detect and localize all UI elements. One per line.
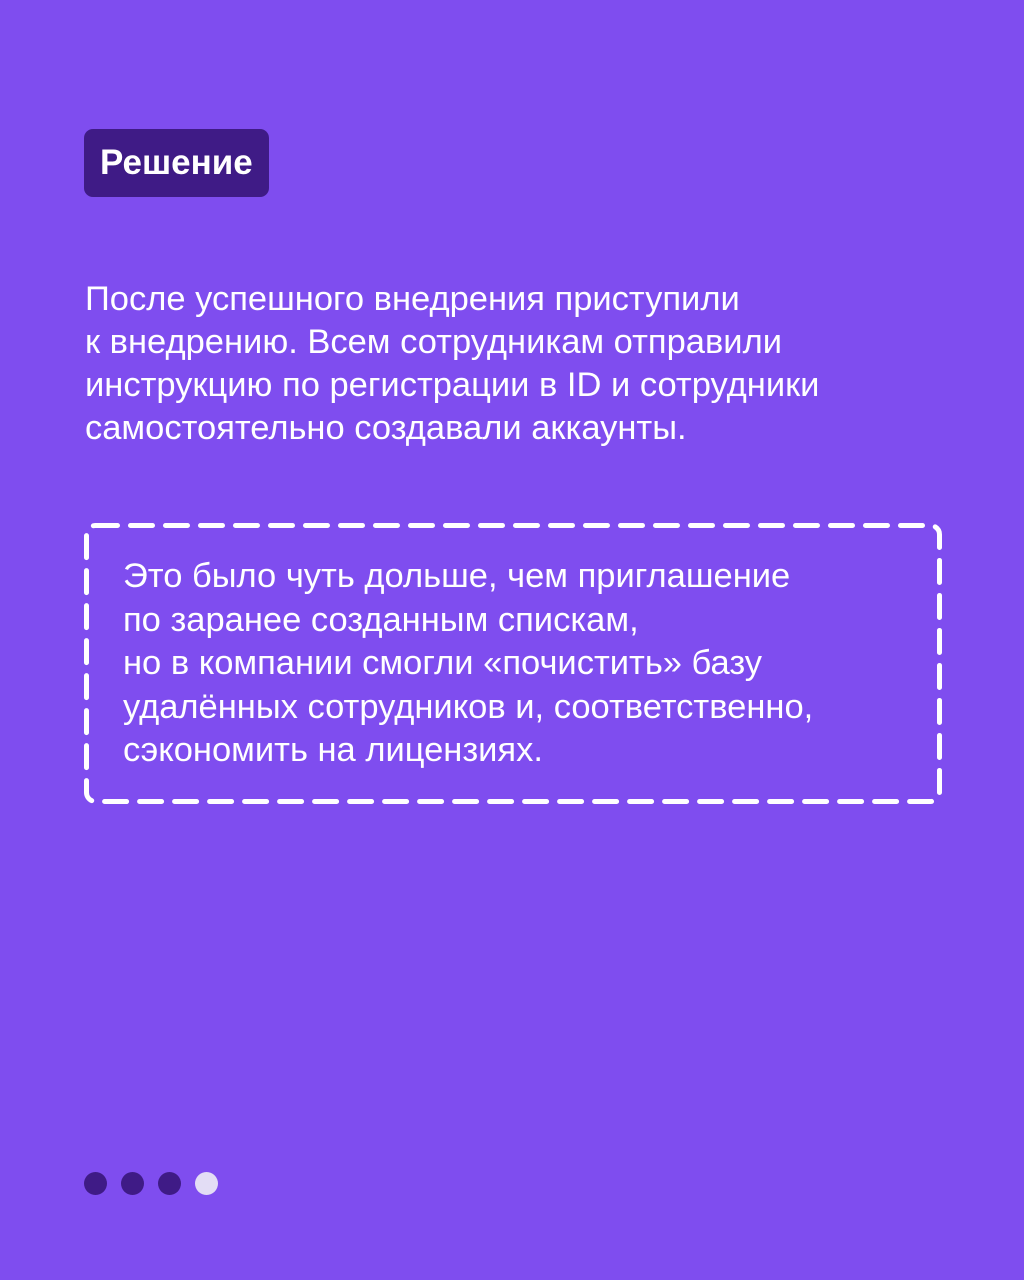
pagination-dots: [84, 1172, 218, 1195]
callout-line: сэкономить на лицензиях.: [123, 731, 543, 769]
intro-line: к внедрению. Всем сотрудникам отправили: [85, 323, 782, 361]
intro-paragraph: [85, 278, 965, 450]
callout-line: но в компании смогли «почистить» базу: [123, 644, 763, 682]
pagination-dot-2[interactable]: [121, 1172, 144, 1195]
callout-line: по заранее созданным спискам,: [123, 600, 639, 639]
pagination-dot-3[interactable]: [158, 1172, 181, 1195]
pagination-dot-1[interactable]: [84, 1172, 107, 1195]
pagination-dot-4-active[interactable]: [195, 1172, 218, 1195]
callout-text: [123, 555, 923, 773]
callout-line: Это было чуть дольше, чем приглашение: [123, 557, 791, 595]
section-badge-label: Решение: [100, 143, 253, 182]
intro-line: инструкцию по регистрации в ID и сотрудники: [85, 366, 820, 404]
intro-line: После успешного внедрения приступили: [85, 280, 740, 318]
section-badge: [84, 129, 269, 197]
intro-line: самостоятельно создавали аккаунты.: [85, 409, 687, 447]
callout-line: удалённых сотрудников и, соответственно,: [123, 687, 814, 726]
